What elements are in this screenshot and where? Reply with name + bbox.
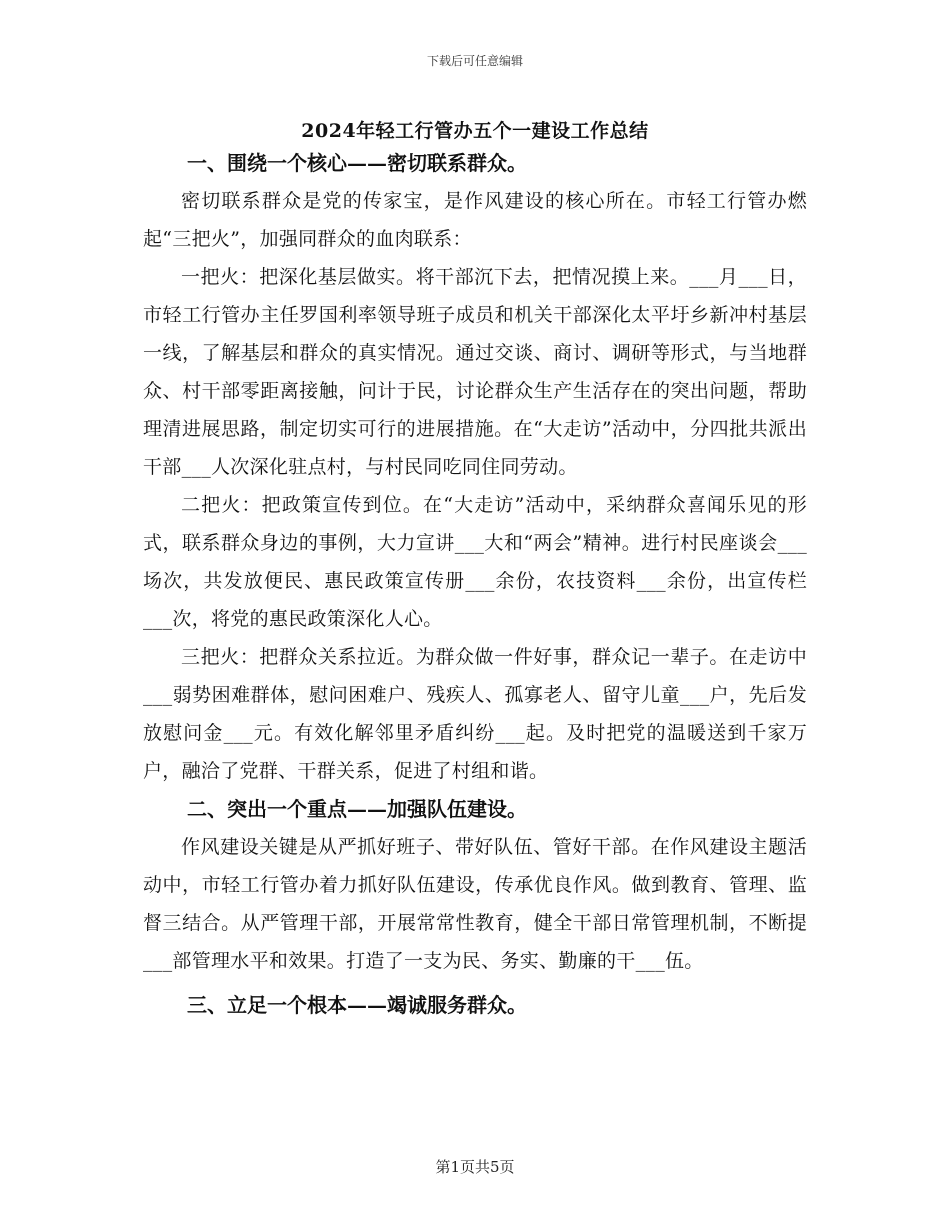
paragraph-intro: 密切联系群众是党的传家宝，是作风建设的核心所在。市轻工行管办燃起“三把火”，加强同群众的血肉联系： <box>143 190 807 250</box>
header-note: 下载后可任意编辑 <box>426 54 523 68</box>
document-title: 2024年轻工行管办五个一建设工作总结 <box>301 120 649 142</box>
section-heading-1: 一、围绕一个核心——密切联系群众。 <box>187 151 527 175</box>
document-body <box>143 144 807 1024</box>
paragraph-team-building: 作风建设关键是从严抓好班子、带好队伍、管好干部。在作风建设主题活动中，市轻工行管办着力抓好队伍建设，传承优良作风。做到教育、管理、监督三结合。从严管理干部，开展常常性教育，健全干部日常管理机制，不断提___部管理水平和效果。打造了一支为民、务实、勤廉的干___伍。 <box>143 836 807 972</box>
section-heading-2: 二、突出一个重点——加强队伍建设。 <box>187 797 527 821</box>
page-footer: 第1页共5页 <box>435 1158 515 1176</box>
paragraph-first-fire: 一把火：把深化基层做实。将干部沉下去，把情况摸上来。___月___日，市轻工行管办主任罗国利率领导班子成员和机关干部深化太平圩乡新冲村基层一线，了解基层和群众的真实情况。通过交谈、商讨、调研等形式，与当地群众、村干部零距离接触，问计于民，讨论群众生产生活存在的突出问题，帮助理清进展思路，制定切实可行的进展措施。在“大走访”活动中，分四批共派出干部___人次深化驻点村，与村民同吃同住同劳动。 <box>143 266 807 478</box>
section-heading-3: 三、立足一个根本——竭诚服务群众。 <box>187 993 527 1017</box>
paragraph-second-fire: 二把火：把政策宣传到位。在“大走访”活动中，采纳群众喜闻乐见的形式，联系群众身边的事例，大力宣讲___大和“两会”精神。进行村民座谈会___场次，共发放便民、惠民政策宣传册___余份，农技资料___余份，出宣传栏___次，将党的惠民政策深化人心。 <box>143 494 807 630</box>
paragraph-third-fire: 三把火：把群众关系拉近。为群众做一件好事，群众记一辈子。在走访中___弱势困难群体，慰问困难户、残疾人、孤寡老人、留守儿童___户，先后发放慰问金___元。有效化解邻里矛盾纠纷___起。及时把党的温暖送到千家万户，融洽了党群、干群关系，促进了村组和谐。 <box>143 646 807 782</box>
